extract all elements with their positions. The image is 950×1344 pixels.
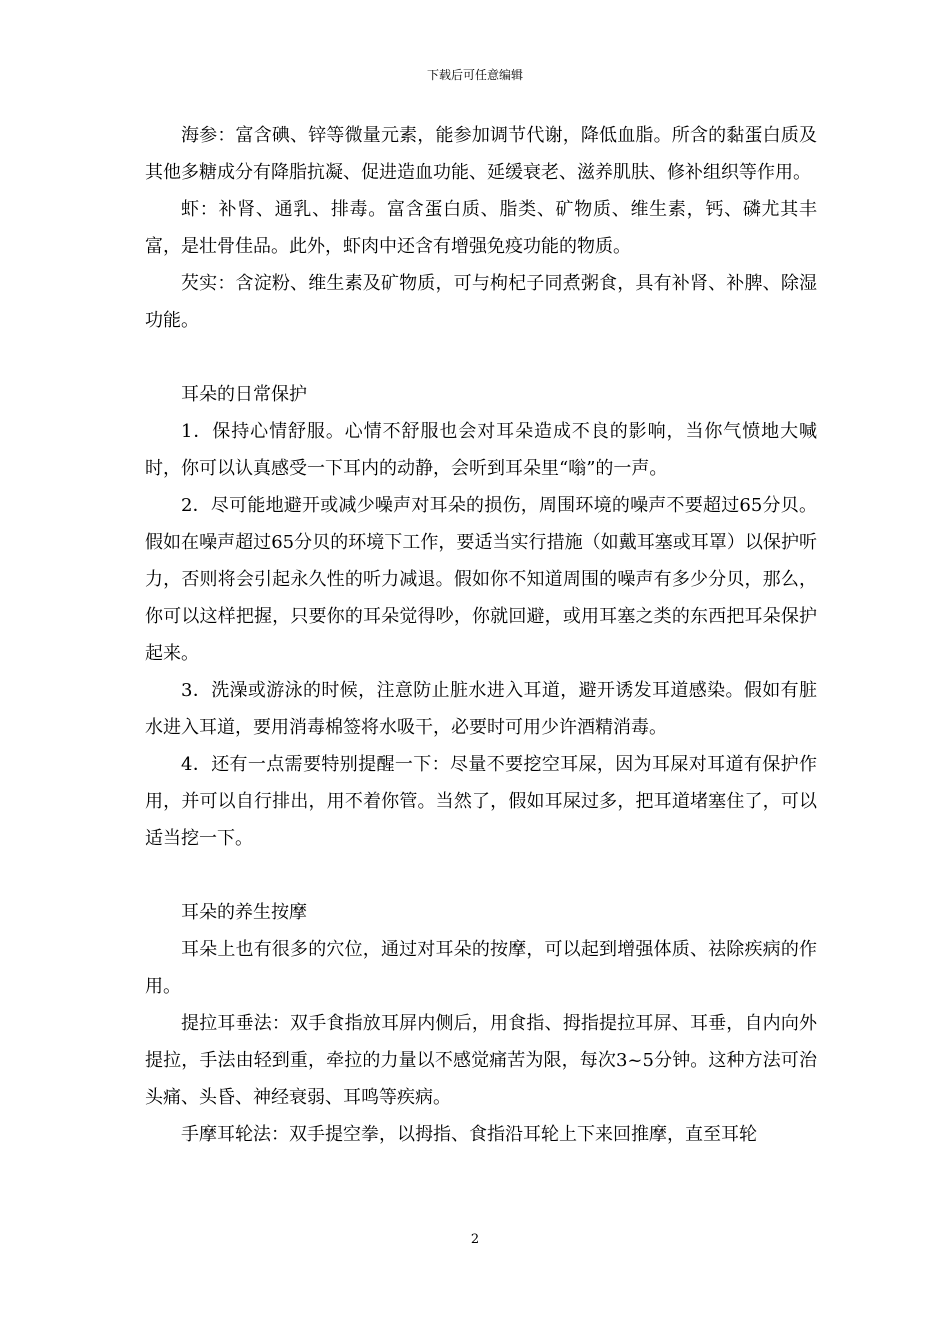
list-item-4: 4．还有一点需要特别提醒一下：尽量不要挖空耳屎，因为耳屎对耳道有保护作用，并可以自行排出，用不着你管。当然了，假如耳屎过多，把耳道堵塞住了，可以适当挖一下。 — [145, 754, 817, 849]
section-heading-ear-care: 耳朵的日常保护 — [181, 384, 307, 405]
page-number: 2 — [470, 1232, 480, 1247]
paragraph-helix-rub: 手摩耳轮法：双手提空拳，以拇指、食指沿耳轮上下来回推摩，直至耳轮 — [181, 1124, 757, 1145]
section-heading-ear-massage: 耳朵的养生按摩 — [181, 902, 307, 923]
document-body — [145, 117, 817, 1153]
page-header: 下载后可任意编辑 — [426, 68, 523, 82]
list-item-2: 2．尽可能地避开或减少噪声对耳朵的损伤，周围环境的噪声不要超过65分贝。假如在噪声超过65分贝的环境下工作，要适当实行措施（如戴耳塞或耳罩）以保护听力，否则将会引起永久性的听力减退。假如你不知道周围的噪声有多少分贝，那么，你可以这样把握，只要你的耳朵觉得吵，你就回避，或用耳塞之类的东西把耳朵保护起来。 — [145, 495, 817, 664]
paragraph-euryale: 芡实：含淀粉、维生素及矿物质，可与枸杞子同煮粥食，具有补肾、补脾、除湿功能。 — [145, 273, 817, 331]
paragraph-massage-intro: 耳朵上也有很多的穴位，通过对耳朵的按摩，可以起到增强体质、祛除疾病的作用。 — [145, 939, 817, 997]
paragraph-sea-cucumber: 海参：富含碘、锌等微量元素，能参加调节代谢，降低血脂。所含的黏蛋白质及其他多糖成分有降脂抗凝、促进造血功能、延缓衰老、滋养肌肤、修补组织等作用。 — [145, 125, 817, 183]
list-item-3: 3．洗澡或游泳的时候，注意防止脏水进入耳道，避开诱发耳道感染。假如有脏水进入耳道，要用消毒棉签将水吸干，必要时可用少许酒精消毒。 — [145, 680, 817, 738]
list-item-1: 1．保持心情舒服。心情不舒服也会对耳朵造成不良的影响，当你气愤地大喊时，你可以认真感受一下耳内的动静，会听到耳朵里“嗡”的一声。 — [145, 421, 817, 479]
paragraph-shrimp: 虾：补肾、通乳、排毒。富含蛋白质、脂类、矿物质、维生素，钙、磷尤其丰富，是壮骨佳品。此外，虾肉中还含有增强免疫功能的物质。 — [145, 199, 817, 257]
paragraph-earlobe-pull: 提拉耳垂法：双手食指放耳屏内侧后，用食指、拇指提拉耳屏、耳垂，自内向外提拉，手法由轻到重，牵拉的力量以不感觉痛苦为限，每次3~5分钟。这种方法可治头痛、头昏、神经衰弱、耳鸣等疾病。 — [145, 1013, 817, 1108]
